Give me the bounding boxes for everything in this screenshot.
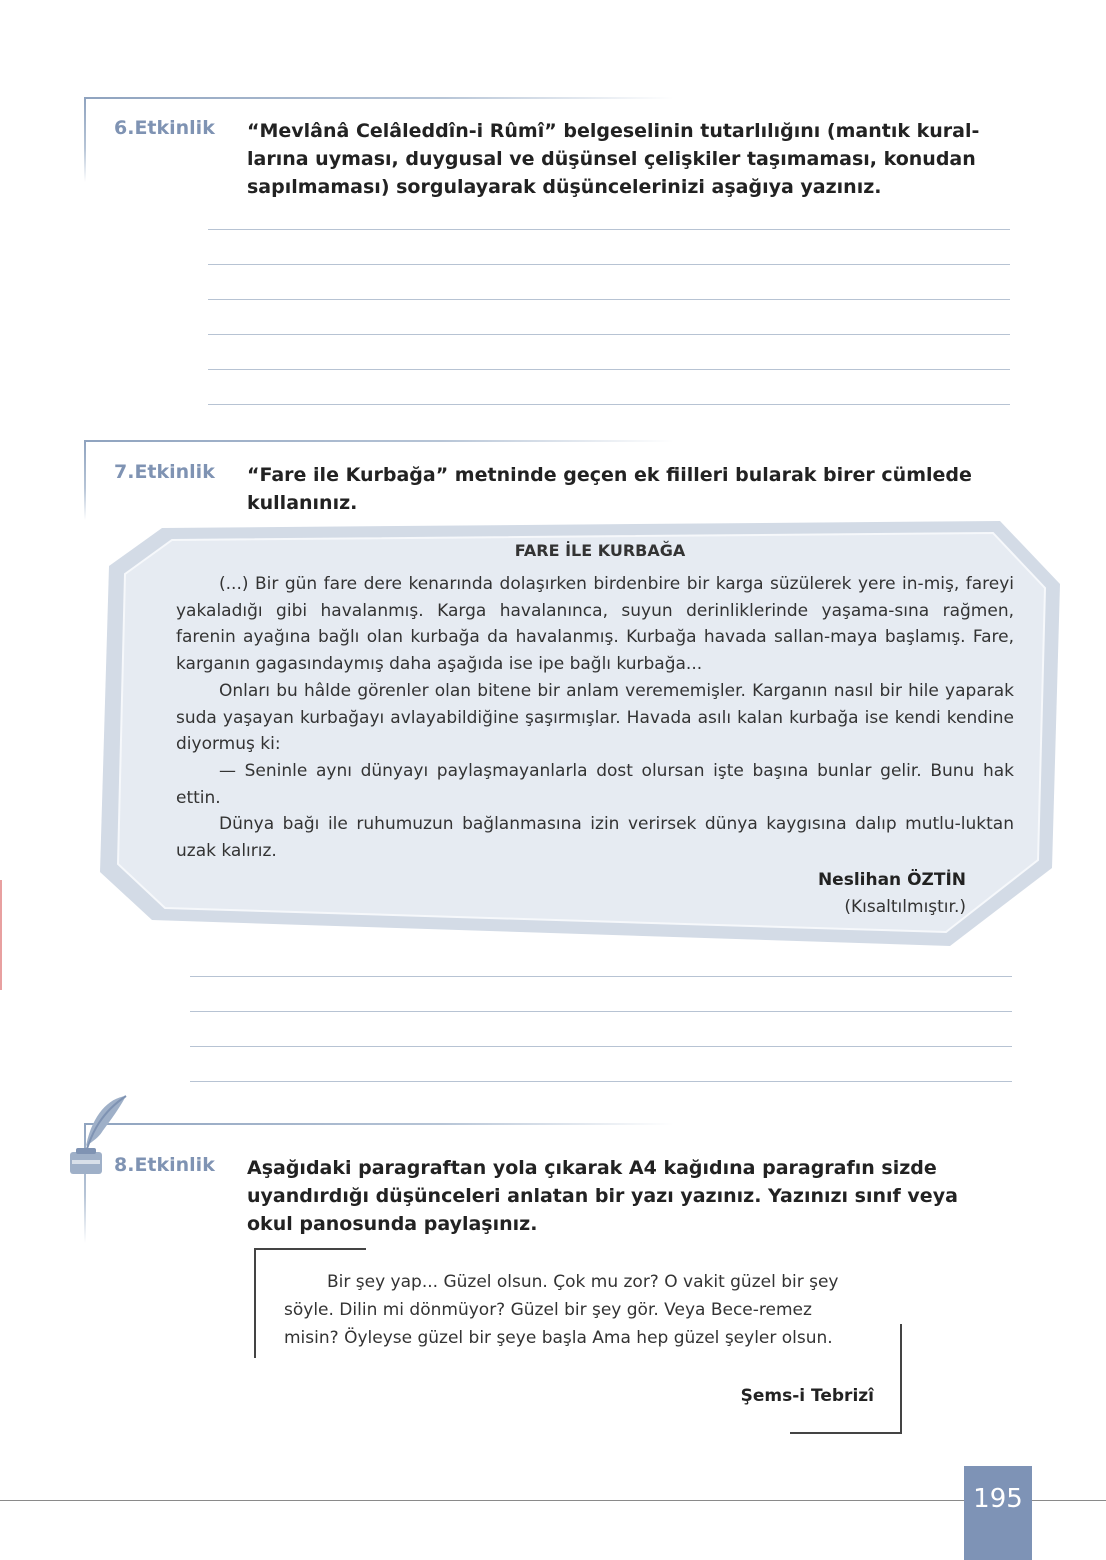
instruction-line: kullanınız.	[247, 492, 358, 514]
story-text	[176, 571, 1014, 865]
instruction-line: uyandırdığı düşünceleri anlatan bir yazı yazınız. Yazınızı sınıf veya	[247, 1185, 958, 1207]
story-paragraph: (...) Bir gün fare dere kenarında dolaşırken birdenbire bir karga süzülerek yere in-miş, fareyi yakaladığı gibi havalanmış. Karga havalanınca, suyun derinliklerinde yaşama-sına rağmen, farenin ayağına bağlı olan kurbağa da havalanmış. Kurbağa havada sallan-maya başlamış. Fare, karganın gagasındaymış daha aşağıda ise ipe bağlı kurbağa...	[176, 574, 1014, 675]
instruction-line: sapılmaması) sorgulayarak düşüncelerinizi aşağıya yazınız.	[247, 176, 882, 198]
instruction-line: “Fare ile Kurbağa” metninde geçen ek fiilleri bularak birer cümlede	[247, 464, 972, 486]
story-paragraph: Dünya bağı ile ruhumuzun bağlanmasına izin verirsek dünya kaygısına dalıp mutlu-luktan uzak kalırız.	[176, 814, 1014, 862]
story-title: FARE İLE KURBAĞA	[514, 541, 686, 560]
story-author: Neslihan ÖZTİN	[817, 870, 966, 890]
activity-7-label: 7.Etkinlik	[114, 461, 215, 483]
instruction-line: Aşağıdaki paragraftan yola çıkarak A4 kağıdına paragrafın sizde	[247, 1157, 937, 1179]
story-note: (Kısaltılmıştır.)	[844, 897, 966, 917]
quote-author: Şems-i Tebrizî	[740, 1386, 874, 1406]
writing-line[interactable]	[190, 1081, 1012, 1082]
page-number: 195	[973, 1484, 1023, 1514]
activity-6-label: 6.Etkinlik	[114, 117, 215, 139]
margin-marker	[0, 880, 2, 990]
activity-8-label: 8.Etkinlik	[114, 1154, 215, 1176]
instruction-line: larına uyması, duygusal ve düşünsel çelişkiler taşımaması, konudan	[247, 148, 976, 170]
page-number-tab	[964, 1466, 1032, 1560]
story-paragraph: — Seninle aynı dünyayı paylaşmayanlarla dost olursan işte başına bunlar gelir. Bunu hak ettin.	[176, 760, 1014, 808]
instruction-line: okul panosunda paylaşınız.	[247, 1213, 538, 1235]
writing-line[interactable]	[190, 1011, 1012, 1012]
writing-line[interactable]	[190, 1046, 1012, 1047]
quote-paragraph: Bir şey yap... Güzel olsun. Çok mu zor? O vakit güzel bir şey söyle. Dilin mi dönmüyor? Güzel bir şey gör. Veya Bece-remez misin? Öyleyse güzel bir şeye başla Ama hep güzel şeyler olsun.	[284, 1272, 839, 1348]
footer-rule	[0, 1500, 1106, 1501]
quote-text	[284, 1268, 864, 1352]
story-paragraph: Onları bu hâlde görenler olan bitene bir anlam verememişler. Karganın nasıl bir hile yaparak suda yaşayan kurbağayı avlayabildiğine şaşırmışlar. Havada asılı kalan kurbağa ise kendi kendine diyormuş ki:	[176, 680, 1014, 755]
instruction-line: “Mevlânâ Celâleddîn-i Rûmî” belgeselinin tutarlılığını (mantık kural-	[247, 120, 980, 142]
writing-line[interactable]	[190, 976, 1012, 977]
section-8-top-rule	[84, 1123, 674, 1125]
activity-8-instruction	[247, 1154, 987, 1238]
